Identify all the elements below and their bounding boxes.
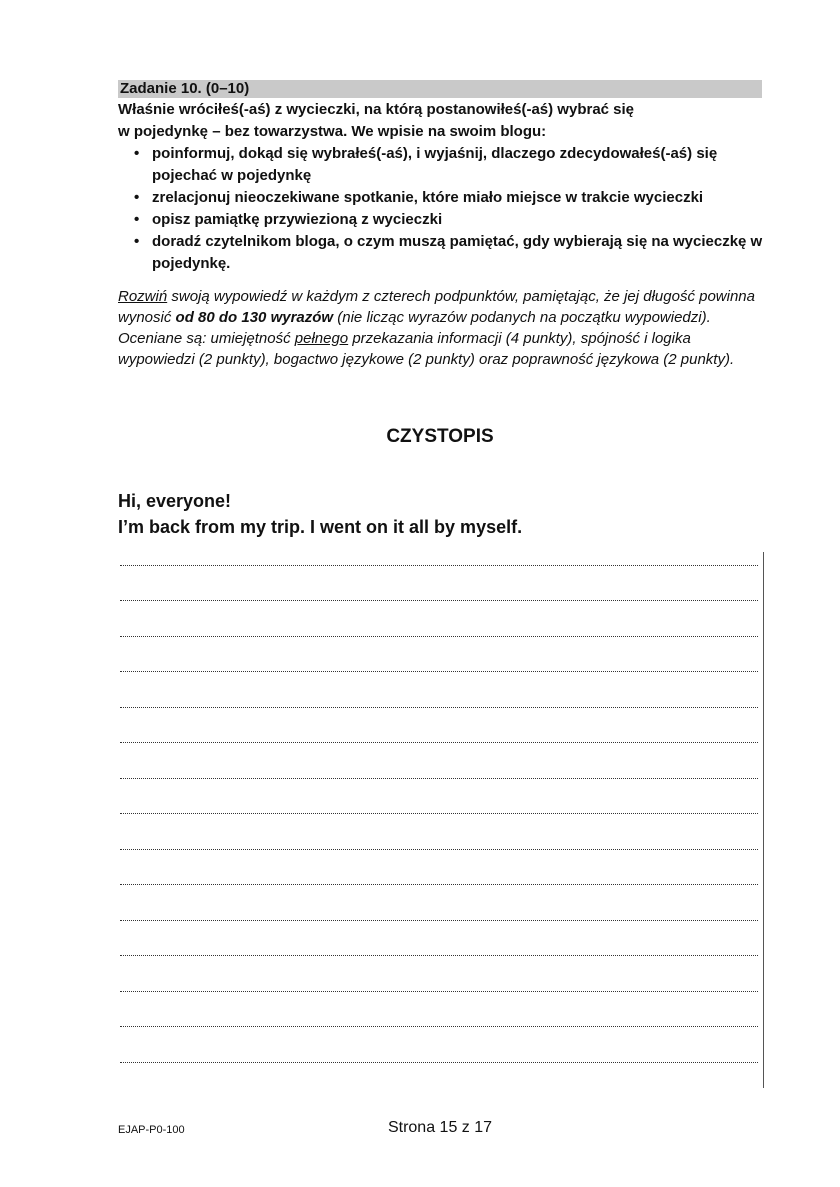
word-count-requirement: od 80 do 130 wyrazów [175,309,334,326]
instruction-pelnego: pełnego [294,330,349,347]
answer-line[interactable] [118,773,758,809]
bullet-icon: • [134,233,140,250]
answer-line[interactable] [118,631,758,667]
answer-line[interactable] [118,880,758,916]
task-intro-line-2: w pojedynkę – bez towarzystwa. We wpisie na swoim blogu: [118,123,547,140]
instruction-text: Rozwiń swoją wypowiedź w każdym z czterech podpunktów, pamiętając, że jej długość powinna wynosić od 80 do 130 wyrazów (nie licząc wyrazów podanych na początku wypowiedzi). Oceniane są: umiejętność pełnego przekazania informacji (4 punkty), spójność i logika wypowiedzi (2 punkty), bogactwo językowe (2 punkty) oraz poprawność językowa (2 punkty). [118,288,755,368]
greeting-line-2: I’m back from my trip. I went on it all by myself. [118,517,523,537]
answer-line[interactable] [118,596,758,632]
greeting-block [118,488,522,540]
task-intro-line-1: Właśnie wróciłeś(-aś) z wycieczki, na którą postanowiłeś(-aś) wybrać się [118,101,635,118]
task-bullet: • zrelacjonuj nieoczekiwane spotkanie, które miało miejsce w trakcie wycieczki [118,187,768,209]
page-number: Strona 15 z 17 [387,1119,493,1136]
bullet-icon: • [134,145,140,162]
task-bullet: • opisz pamiątkę przywiezioną z wycieczki [118,209,768,231]
answer-line[interactable] [118,915,758,951]
answer-line[interactable] [118,702,758,738]
answer-area[interactable] [118,560,758,1093]
exam-code: EJAP-P0-100 [118,1124,185,1136]
task-bullet: • poinformuj, dokąd się wybrałeś(-aś), i wyjaśnij, dlaczego zdecydowałeś(-aś) się pojechać w pojedynkę [134,145,718,184]
bullet-icon: • [134,211,140,228]
section-title: CZYSTOPIS [386,426,494,447]
task-body [118,99,768,275]
answer-line[interactable] [118,951,758,987]
task-bullet: • doradź czytelnikom bloga, o czym muszą pamiętać, gdy wybierają się na wycieczkę w pojedynkę. [134,233,763,272]
answer-line[interactable] [118,986,758,1022]
answer-line[interactable] [118,844,758,880]
margin-rule [763,552,764,1088]
answer-line[interactable] [118,667,758,703]
instruction-rozwin: Rozwiń [118,288,168,305]
greeting-line-1: Hi, everyone! [118,491,232,511]
answer-line[interactable] [118,809,758,845]
answer-line[interactable] [118,560,758,596]
answer-line[interactable] [118,1022,758,1058]
answer-line[interactable] [118,738,758,774]
bullet-icon: • [134,189,140,206]
answer-line[interactable] [118,1057,758,1093]
task-header: Zadanie 10. (0–10) [118,80,762,98]
task-bullet-list [118,143,768,275]
